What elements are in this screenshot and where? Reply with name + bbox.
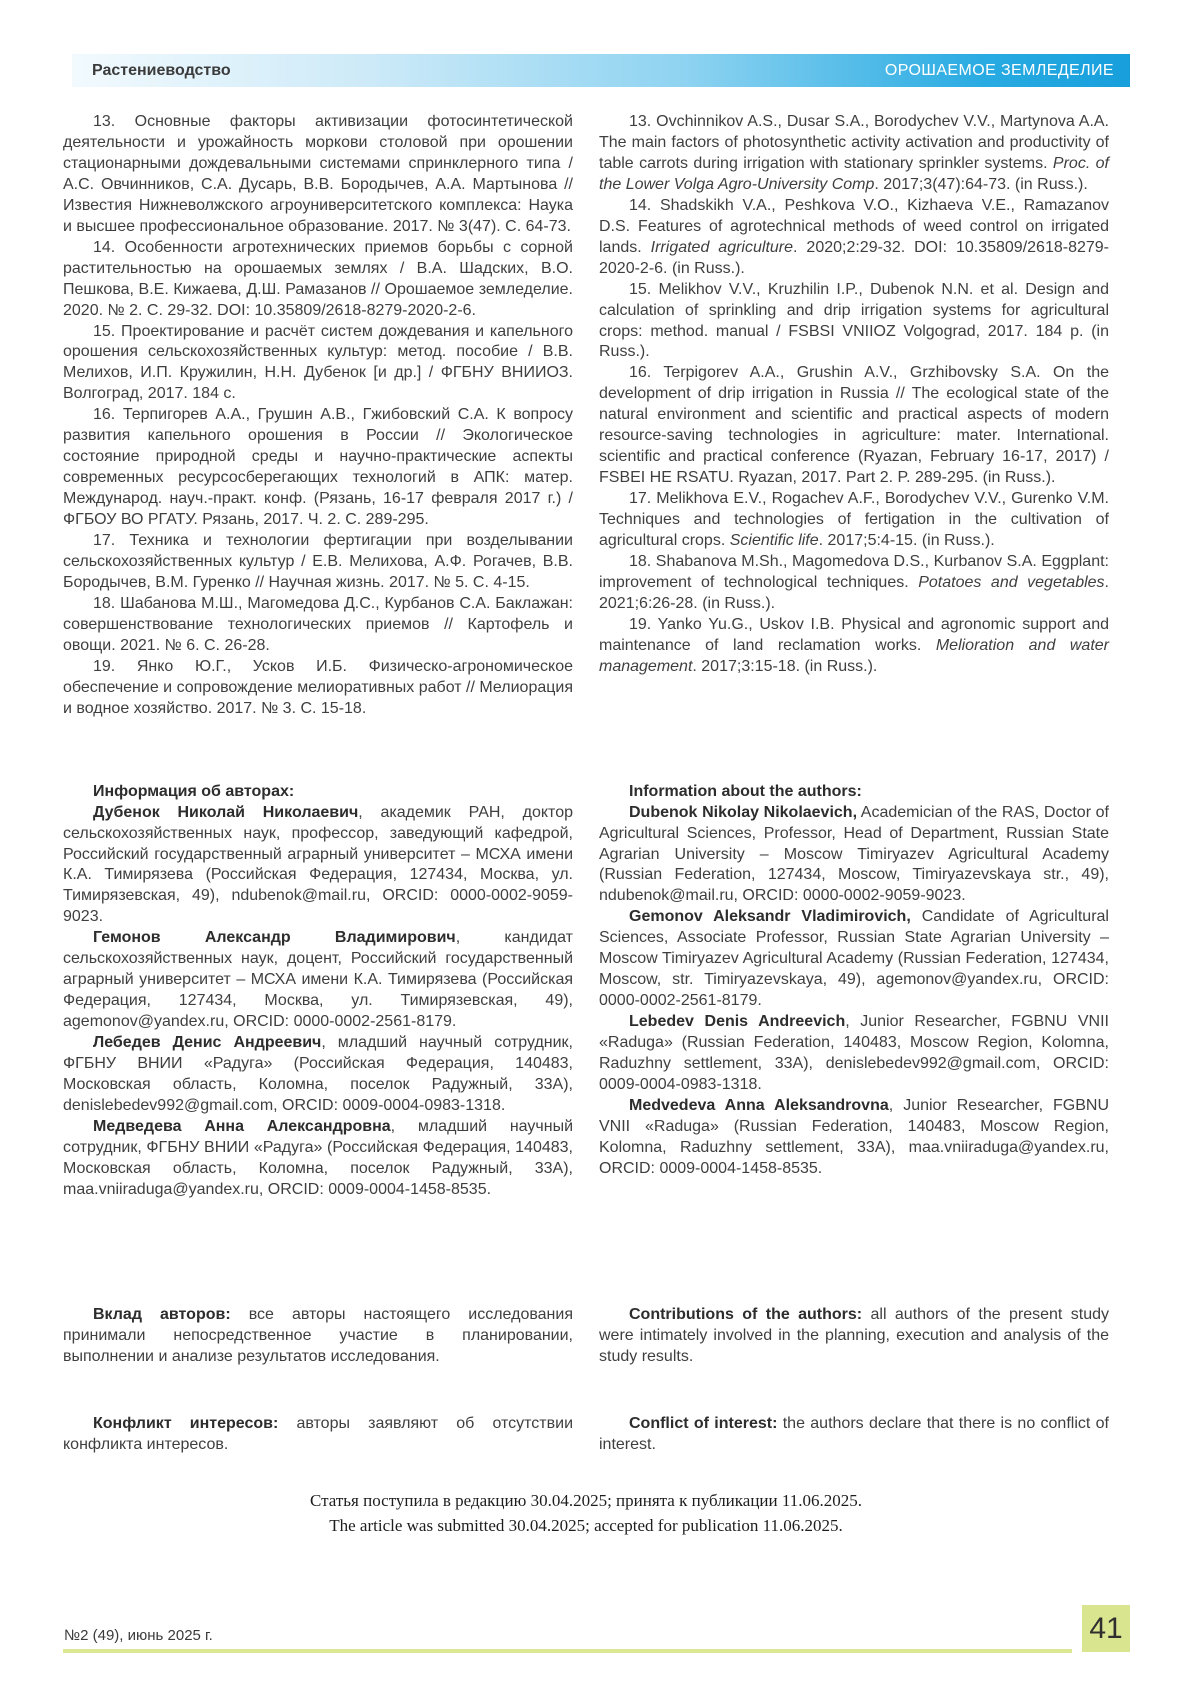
reference-ru-18: 18. Шабанова М.Ш., Магомедова Д.С., Курбанов С.А. Баклажан: совершенствование технологических приемов // Картофель и овощи. 2021. № 6. С. 26-28. — [63, 594, 573, 654]
page-content — [63, 112, 1109, 1539]
submitted-accepted-en: The article was submitted 30.04.2025; accepted for publication 11.06.2025. — [329, 1516, 843, 1536]
authors-ru-heading: Информация об авторах: — [93, 782, 295, 800]
conflict-en-text: Conflict of interest: the authors declare that there is no conflict of interest. — [599, 1414, 1109, 1453]
journal-title: ОРОШАЕМОЕ ЗЕМЛЕДЕЛИЕ — [884, 61, 1114, 79]
page-number: 41 — [1082, 1605, 1130, 1652]
reference-en-15: 15. Melikhov V.V., Kruzhilin I.P., Dubenok N.N. et al. Design and calculation of sprinkling and drip irrigation systems for agricultural crops: method. manual / FSBSI VNIIOZ Volgograd, 2017. 184 p. (in Russ.). — [599, 280, 1109, 361]
reference-en-19: 19. Yanko Yu.G., Uskov I.B. Physical and agronomic support and maintenance of land reclamation works. Melioration and water management. 2017;3:15-18. (in Russ.). — [599, 615, 1109, 675]
references-en-column — [599, 112, 1109, 720]
author-en-gemonov: Gemonov Aleksandr Vladimirovich, Candidate of Agricultural Sciences, Associate Professor, Russian State Agrarian University – Moscow Timiryazev Agricultural Academy (Russian Federation, 127434, Moscow, str. Timiryazevskaya, 49), agemonov@yandex.ru, ORCID: 0000-0002-2561-8179. — [599, 908, 1109, 1010]
contributions-en-text: Contributions of the authors: all authors of the present study were intimately involved in the planning, execution and analysis of the study results. — [599, 1305, 1109, 1365]
article-dates — [63, 1489, 1109, 1538]
reference-ru-14: 14. Особенности агротехнических приемов борьбы с сорной растительностью на орошаемых землях / В.А. Шадских, В.О. Пешкова, В.Е. Кижаева, Д.Ш. Рамазанов // Орошаемое земледелие. 2020. № 2. С. 29-32. DOI: 10.35809/2618-8279-2020-2-6. — [63, 238, 573, 319]
conflict-ru-text: Конфликт интересов: авторы заявляют об отсутствии конфликта интересов. — [63, 1414, 574, 1453]
author-en-lebedev: Lebedev Denis Andreevich, Junior Researcher, FGBNU VNII «Raduga» (Russian Federation, 140483, Moscow Region, Kolomna, Raduzhny settlement, 33A), denislebedev992@gmail.com, ORCID: 0009-0004-0983-1318. — [599, 1013, 1109, 1093]
contributions-en — [599, 1305, 1109, 1368]
author-ru-lebedev: Лебедев Денис Андреевич, младший научный сотрудник, ФГБНУ ВНИИ «Радуга» (Российская Федерация, 140483, Московская область, Коломна, поселок Радужный, 33А), denislebedev992@gmail.com, ORCID: 0009-0004-0983-1318. — [63, 1034, 573, 1114]
authors-info-en — [599, 782, 1109, 1201]
author-en-dubenok: Dubenok Nikolay Nikolaevich, Academician of the RAS, Doctor of Agricultural Sciences, Professor, Head of Department, Russian State Agrarian University – Moscow Timiryazev Agricultural Academy (Russian Federation, 127434, Moscow, Timiryazevskaya str., 49), ndubenok@mail.ru, ORCID: 0000-0002-9059-9023. — [599, 803, 1110, 905]
author-ru-medvedeva: Медведева Анна Александровна, младший научный сотрудник, ФГБНУ ВНИИ «Радуга» (Российская Федерация, 140483, Московская область, Коломна, поселок Радужный, 33А), maa.vniiraduga@yandex.ru, ORCID: 0009-0004-1458-8535. — [63, 1117, 573, 1198]
issue-label: №2 (49), июнь 2025 г. — [64, 1627, 213, 1644]
page-header-band — [72, 54, 1130, 87]
author-ru-dubenok: Дубенок Николай Николаевич, академик РАН, доктор сельскохозяйственных наук, профессор, заведующий кафедрой, Российский государственный аграрный университет – МСХА имени К.А. Тимирязева (Российская Федерация, 127434, Москва, ул. Тимирязевская, 49), ndubenok@mail.ru, ORCID: 0000-0002-9059-9023. — [63, 803, 574, 926]
reference-ru-15: 15. Проектирование и расчёт систем дождевания и капельного орошения сельскохозяйственных культур: метод. пособие / В.В. Мелихов, И.П. Кружилин, Н.Н. Дубенок [и др.] / ФГБНУ ВНИИОЗ. Волгоград, 2017. 184 с. — [63, 322, 573, 403]
authors-info-ru — [63, 782, 573, 1201]
reference-ru-17: 17. Техника и технологии фертигации при возделывании сельскохозяйственных культур / Е.В. Мелихова, А.Ф. Рогачев, В.В. Бородычев, В.М. Гуренко // Научная жизнь. 2017. № 5. С. 4-15. — [63, 532, 573, 591]
section-label: Растениеводство — [92, 61, 231, 79]
reference-en-13: 13. Ovchinnikov A.S., Dusar S.A., Borodychev V.V., Martynova A.A. The main factors of photosynthetic activity activation and productivity of table carrots during irrigation with stationary sprinkler systems. Proc. of the Lower Volga Agro-University Comp. 2017;3(47):64-73. (in Russ.). — [599, 113, 1109, 193]
references-ru-column — [63, 112, 573, 720]
reference-en-17: 17. Melikhova E.V., Rogachev A.F., Borodychev V.V., Gurenko V.M. Techniques and technologies of fertigation in the cultivation of agricultural crops. Scientific life. 2017;5:4-15. (in Russ.). — [599, 490, 1109, 550]
submitted-accepted-ru: Статья поступила в редакцию 30.04.2025; принята к публикации 11.06.2025. — [310, 1491, 862, 1511]
conflict-of-interest-ru — [63, 1414, 573, 1456]
reference-en-18: 18. Shabanova M.Sh., Magomedova D.S., Kurbanov S.A. Eggplant: improvement of technological techniques. Potatoes and vegetables. 2021;6:26-28. (in Russ.). — [599, 553, 1109, 612]
author-ru-gemonov: Гемонов Александр Владимирович, кандидат сельскохозяйственных наук, доцент, Российский государственный аграрный университет – МСХА имени К.А. Тимирязева (Российская Федерация, 127434, Москва, ул. Тимирязевская, 49), agemonov@yandex.ru, ORCID: 0000-0002-2561-8179. — [63, 929, 573, 1031]
authors-en-heading: Information about the authors: — [629, 782, 862, 800]
contributions-ru-text: Вклад авторов: все авторы настоящего исследования принимали непосредственное участие в планировании, выполнении и анализе результатов исследования. — [63, 1305, 573, 1365]
conflict-of-interest-en — [599, 1414, 1109, 1456]
reference-ru-16: 16. Терпигорев А.А., Грушин А.В., Гжибовский С.А. К вопросу развития капельного орошения в России // Экологическое состояние природной среды и научно-практические аспекты современных ресурсосберегающих технологий в АПК: матер. Международ. науч.-практ. конф. (Рязань, 16-17 февраля 2017 г.) / ФГБОУ ВО РГАТУ. Рязань, 2017. Ч. 2. С. 289-295. — [63, 406, 573, 529]
reference-en-16: 16. Terpigorev A.A., Grushin A.V., Grzhibovsky S.A. On the development of drip irrigation in Russia // The ecological state of the natural environment and scientific and practical aspects of modern resource-saving technologies in agriculture: mater. International. scientific and practical conference (Ryazan, February 16-17, 2017) / FSBEI HE RSATU. Ryazan, 2017. Part 2. P. 289-295. (in Russ.). — [599, 364, 1109, 487]
contributions-ru — [63, 1305, 573, 1368]
reference-ru-19: 19. Янко Ю.Г., Усков И.Б. Физическо-агрономическое обеспечение и сопровождение мелиоративных работ // Мелиорация и водное хозяйство. 2017. № 3. С. 15-18. — [63, 657, 573, 717]
two-column-layout — [63, 112, 1109, 1455]
footer-rule — [63, 1649, 1072, 1653]
reference-ru-13: 13. Основные факторы активизации фотосинтетической деятельности и урожайность моркови столовой при орошении стационарными дождевальными системами спринклерного типа / А.С. Овчинников, С.А. Дусарь, В.В. Бородычев, А.А. Мартынова // Известия Нижневолжского агроуниверситетского комплекса: Наука и высшее профессиональное образование. 2017. № 3(47). С. 64-73. — [63, 113, 573, 235]
reference-en-14: 14. Shadskikh V.A., Peshkova V.O., Kizhaeva V.E., Ramazanov D.S. Features of agrotechnical methods of weed control on irrigated lands. Irrigated agriculture. 2020;2:29-32. DOI: 10.35809/2618-8279-2020-2-6. (in Russ.). — [599, 196, 1109, 277]
author-en-medvedeva: Medvedeva Anna Aleksandrovna, Junior Researcher, FGBNU VNII «Raduga» (Russian Federation, 140483, Moscow Region, Kolomna, Raduzhny settlement, 33A), maa.vniiraduga@yandex.ru, ORCID: 0009-0004-1458-8535. — [599, 1096, 1110, 1177]
